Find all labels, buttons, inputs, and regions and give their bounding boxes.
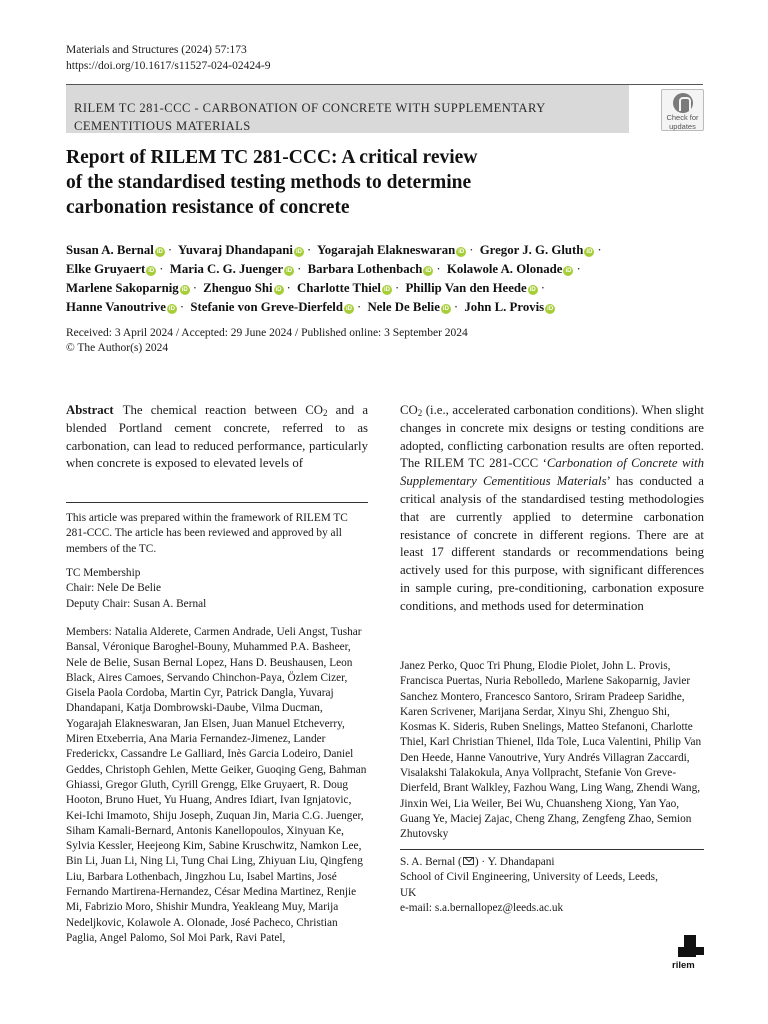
separator: · [356,300,362,314]
journal-citation: Materials and Structures (2024) 57:173 [66,44,247,56]
separator: · [306,243,312,257]
author-name[interactable]: Charlotte Thiel [296,281,381,295]
author-name[interactable]: Marlene Sakoparnig [66,281,179,295]
correspondence-rule [400,849,704,850]
orcid-icon[interactable]: iD [565,268,572,274]
author-name[interactable]: Hanne Vanoutrive [66,300,166,314]
author-name[interactable]: Zhenguo Shi [203,281,273,295]
orcid-icon[interactable]: iD [458,249,465,255]
author-name[interactable]: Yuvaraj Dhandapani [177,243,293,257]
abstract-left [66,402,368,473]
author-row-2 [66,260,706,279]
co-author: ) · Y. Dhandapani [474,856,555,868]
orcid-icon[interactable]: iD [442,306,449,312]
author-list [66,241,706,317]
orcid-icon[interactable]: iD [168,306,175,312]
author-name[interactable]: John L. Provis [464,300,545,314]
logo-block [696,947,704,955]
orcid-icon[interactable]: iD [345,306,352,312]
orcid-icon[interactable]: iD [286,268,293,274]
banner-line-2: CEMENTITIOUS MATERIALS [74,119,251,133]
tc-membership [66,566,368,612]
orcid-icon[interactable]: iD [148,268,155,274]
doi-link[interactable]: https://doi.org/10.1617/s11527-024-02424-9 [66,60,271,72]
logo-block [678,947,696,957]
author-name[interactable]: Maria C. G. Juenger [169,262,284,276]
orcid-icon[interactable]: iD [384,287,390,293]
title-line-2: of the standardised testing methods to determine [66,172,472,193]
author-name[interactable]: Yogarajah Elakneswaran [316,243,456,257]
subscript: 2 [417,408,423,418]
author-name[interactable]: Gregor J. G. Gluth [479,243,584,257]
abstract-tc-name: Carbonation of Concrete with Supplementary Cementitious Materials [400,456,704,489]
orcid-icon[interactable]: iD [547,306,554,312]
author-row-4 [66,298,706,317]
members-list-continued: Janez Perko, Quoc Tri Phung, Elodie Piolet, John L. Provis, Francisca Puertas, Nuria Rebolledo, Marlene Sakoparnig, Javier Sanchez Montero, Francesco Santoro, Sriram Pradeep Saridhe, Karen Scrivener, Marijana Serdar, Xinyu Shi, Zhenguo Shi, Kosmas K. Sideris, Ruben Snelings, Matteo Stefanoni, Charlotte Thiel, Karl Christian Thienel, Ilda Tole, Luca Valentini, Philip Van Den Heede, Hanne Vanoutrive, Yury Andrés Villagran Zaccardi, Visalakshi Talakokula, Anya Vollpracht, Stefanie Von Greve-Dierfeld, Brant Walkley, Fazhou Wang, Ling Wang, Zhendi Wang, Jinxin Wei, Lia Weiler, Bei Wu, Chuansheng Xiong, Yan Yao, Guang Ye, Maciej Zajac, Cheng Zhang, Zengfeng Zhao, Semion Zhutovsky [400,660,702,841]
separator: · [469,243,474,257]
separator: · [179,300,185,314]
separator: · [436,262,441,276]
separator: · [192,281,197,295]
orcid-icon[interactable]: iD [275,287,282,293]
prepared-note: This article was prepared within the framework of RILEM TC 281-CCC. The article has been reviewed and approved by all members of the TC. [66,512,348,555]
logo-block [684,935,696,947]
author-name[interactable]: Phillip Van den Heede [405,281,527,295]
publication-dates [66,326,468,356]
orcid-icon[interactable]: iD [181,287,188,293]
author-name[interactable]: Elke Gruyaert [66,262,146,276]
orcid-icon[interactable]: iD [295,249,302,255]
abstract-cont-3: ’ has conducted a critical analysis of the standardised testing methodologies that are currently applied to determine carbonation resistance of concrete in different regions. There are at least 17 different standards or recommendations being actively used for this purpose, with significant differences in sample curing, pre-conditioning, carbonation exposure conditions, and methods used for determination [400,474,704,613]
rilem-wordmark: rilem [672,960,695,971]
author-name[interactable]: Nele De Belie [367,300,440,314]
separator: · [576,262,581,276]
separator: · [159,262,164,276]
country: UK [400,886,417,899]
envelope-icon[interactable] [463,857,474,865]
separator: · [167,243,173,257]
separator: · [597,243,602,257]
journal-header [66,42,270,74]
author-row-3 [66,279,706,298]
author-name[interactable]: Kolawole A. Olonade [446,262,563,276]
author-name[interactable]: Susan A. Bernal [66,243,154,257]
author-name[interactable]: Barbara Lothenbach [307,262,423,276]
corresponding-author: S. A. Bernal ( [400,856,462,868]
separator: · [286,281,291,295]
orcid-icon[interactable]: iD [425,268,432,274]
abstract-text-1: The chemical reaction between CO [122,403,324,417]
author-name[interactable]: Stefanie von Greve-Dierfeld [190,300,343,314]
separator: · [453,300,459,314]
check-for-updates-line-2: updates [669,122,696,131]
dates-line: Received: 3 April 2024 / Accepted: 29 June 2024 / Published online: 3 September 2024 [66,327,468,339]
tc-deputy-chair: Deputy Chair: Susan A. Bernal [66,597,207,610]
abstract-cont-1: CO [400,403,418,417]
correspondence-names [400,855,704,870]
tc-chair: Chair: Nele De Belie [66,582,162,595]
bookmark-icon [673,93,693,113]
orcid-icon[interactable]: iD [586,249,593,255]
orcid-icon[interactable]: iD [529,287,536,293]
separator: · [540,281,545,295]
abstract-text-2: and a blended Portland cement concrete, referred to as carbonation, can lead to reduced performance, particularly when concrete is exposed to elevated levels of [66,403,368,471]
title-line-3: carbonation resistance of concrete [66,197,350,218]
correspondence [400,855,704,916]
subscript: 2 [323,408,328,418]
separator: · [297,262,302,276]
title-line-1: Report of RILEM TC 281-CCC: A critical review [66,147,478,168]
check-for-updates-button[interactable] [661,89,704,131]
abstract-label: Abstract [66,403,114,417]
affiliation: School of Civil Engineering, University of Leeds, Leeds, [400,871,658,884]
banner-line-1: RILEM TC 281-CCC - CARBONATION OF CONCRETE WITH SUPPLEMENTARY [74,101,546,115]
email-link[interactable]: e-mail: s.a.bernallopez@leeds.ac.uk [400,901,564,914]
separator: · [395,281,400,295]
abstract-cont-2: (i.e., accelerated carbonation conditions). When slight changes in concrete mix designs or testing conditions are adopted, conflicting carbonation results are often reported. The RILEM TC 281-CCC ‘ [400,403,704,471]
tc-membership-heading: TC Membership [66,567,141,579]
check-for-updates-line-1: Check for [666,113,699,122]
members-list: Members: Natalia Alderete, Carmen Andrade, Ueli Angst, Tushar Bansal, Véronique Baroghel-Bouny, Muhammed P.A. Basheer, Nele de Belie, Susan Bernal Lopez, Hans D. Beushausen, Leon Black, Aires Camoes, Servando Chinchon-Paya, Özlem Cizer, Gisela Paola Cordoba, Martin Cyr, Patrick Dangla, Yuvaraj Dhandapani, Katja Dombrowski-Daube, Vilma Ducman, Yogarajah Elakneswaran, Jan Elsen, Juan Manuel Etcheverry, Miren Etxeberria, Ana Maria Fernandez-Jimenez, Lander Frederickx, Cassandre Le Galliard, Inès Garcia Lodeiro, Daniel Geddes, Christoph Gehlen, Mette Geiker, Guoqing Geng, Bahman Ghiassi, Gregor Gluth, Cyrill Grengg, Elke Gruyaert, R. Doug Hooton, Bruno Huet, Yu Huang, Andres Idiart, Ivan Ignjatovic, Kei-Ichi Imamoto, Shiju Joseph, Zuquan Jin, Maria C.G. Juenger, Siham Kamali-Bernard, Antonis Kanellopoulos, Xinyuan Ke, Sylvia Kessler, Heejeong Kim, Sabine Kruschwitz, Namkon Lee, Bin Li, Juan Li, Ning Li, Tung Chai Ling, Zhiyuan Liu, Qingfeng Liu, Barbara Lothenbach, Jingzhou Lu, Isabel Martins, José Fernando Martirena-Hernandez, César Medina Martinez, Renjie Mi, Fabrizio Moro, Shishir Mundra, Yeakleang Muy, Marija Nedeljkovic, Kolawole A. Olonade, José Pacheco, Christian Paglia, Angel Palomo, Sol Moi Park, Ravi Patel, [66,626,367,944]
copyright-line: © The Author(s) 2024 [66,342,169,354]
footnote-rule [66,502,368,503]
orcid-icon[interactable]: iD [156,249,163,255]
article-title [66,145,626,220]
series-banner [66,85,629,133]
author-row-1 [66,241,706,260]
abstract-right [400,402,704,616]
